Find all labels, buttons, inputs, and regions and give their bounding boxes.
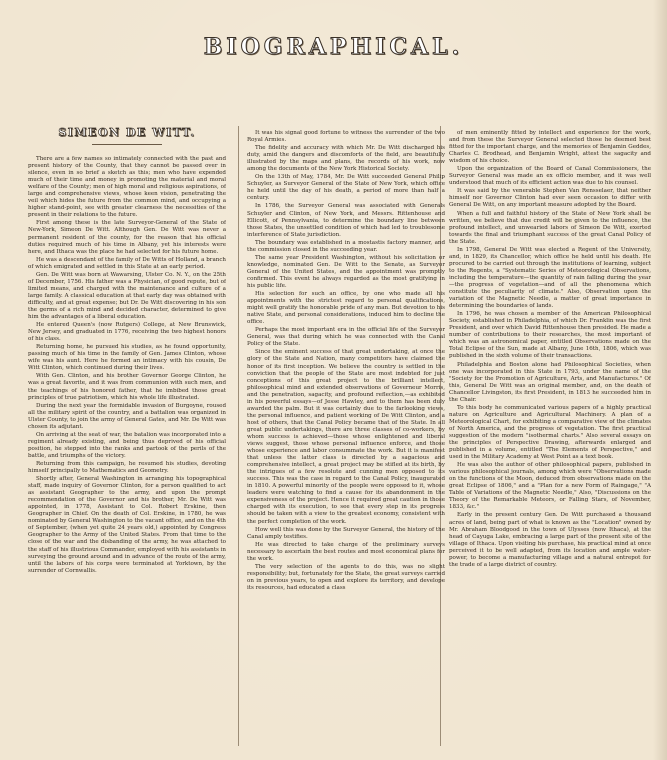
section-title-rule [92, 144, 162, 145]
text-column-3 [449, 130, 651, 750]
paragraph: During the next year the formidable invasion of Burgoyne, roused all the military spirit of the country, and a battalion was organized in Ulster County, to join the army of General Gates, and Mr. De Witt was chosen its adjutant. [28, 402, 226, 430]
paragraph: The fidelity and accuracy with which Mr. De Witt discharged his duty, amid the dangers and discomforts of the field, are beautifully illustrated by the maps and plans, the records of his work, now among the documents of the New York Historical Society. [247, 145, 445, 173]
paragraph: Early in the present century Gen. De Witt purchased a thousand acres of land, being part of what is known as the "Location" owned by Mr. Abraham Bloodgood in the town of Ulysses (now Ithaca), at the head of Cayuga Lake, embracing a large part of the present site of the village of Ithaca. Upon visiting his purchase, his practical mind at once perceived it to be well adapted, from its location and ample water-power, to become a manufacturing village and a natural entrepot for the trade of a large district of country. [449, 512, 651, 568]
paragraph: It was his signal good fortune to witness the surrender of the two Royal Armies. [247, 130, 445, 144]
paragraph: Returning from this campaign, he resumed his studies, devoting himself principally to Mathematics and Geometry. [28, 460, 226, 475]
paragraph: On arriving at the seat of war, the batalion was incorporated into a regiment already existing, and being thus deprived of his official position, he stepped into the ranks and partook of the perils of the battle, and triumphs of the victory. [28, 431, 226, 459]
paragraph: He entered Queen's (now Rutgers) College, at New Brunswick, New Jersey, and graduated in 1776, receiving the two highest honors of his class. [28, 322, 226, 343]
paragraph: The boundary was established in a mostastis factory manner, and the commission closed in the succeeding year. [247, 239, 445, 253]
page-title: BIOGRAPHICAL. [203, 34, 464, 60]
paragraph: He was directed to take charge of the preliminary surveys necessary to ascertain the best routes and most economical plans for the work. [247, 541, 445, 562]
paragraph: To this body he communicated various papers of a highly practical nature on Agriculture and Agricultural Machinery. A plan of a Meteorological Chart, for exhibiting a comparative view of the climates of North America, and the progress of vegetation. The first practical suggestion of the modern "isothermal charts." Also several essays on the principles of Perspective Drawing, afterwards enlarged and published in a volume, entitled "The Elements of Perspective," and used in the Military Academy at West Point as a text book. [449, 404, 651, 461]
paragraph: The very selection of the agents to do this, was no slight responsibility; but, fortunately for the State, the great surveys carried on in previous years, to open and explore its territory, and develope its resources, had educated a class [247, 563, 445, 591]
paragraph: When a full and faithful history of the State of New York shall be written, we believe that due credit will be given to the influence, the profound intellect, and unwearied labors of Simeon De Witt, exerted towards the final and triumphant success of the great Canal Policy of the State. [449, 210, 651, 245]
paragraph: Shortly after, General Washington in arranging his topographical staff, made inquiry of Governor Clinton, for a person qualified to act as assistant Geographer to the army, and upon the prompt recommendation of the Governor and his brother, Mr. De Witt was appointed, in 1778, Assistant to Col. Robert Erskine, then Geographer in Chief. On the death of Col. Erskine, in 1780, he was nominated by General Washington to the vacant office, and on the 4th of September, (when yet quite 24 years old,) appointed by Congress Geographer to the Army of the United States. From that time to the close of the war and the disbanding of the army, he was attached to the staff of his illustrious Commander, employed with his assistants in surveying the ground around and in advance of the route of the army, until the labors of his corps were terminated at Yorktown, by the surrender of Cornwallis. [28, 476, 226, 574]
paragraph: Upon the organization of the Board of Canal Commissioners, the Surveyor General was made an ex officio member, and it was well understood that much of its efficient action was due to his counsel. [449, 166, 651, 187]
paragraph: There are a few names so intimately connected with the past and present history of the County, that they cannot be passed over in silence, even in so brief a sketch as this; men who have expended much of their time and money in promoting the material and moral welfare of the County; men of high moral and religious aspirations, of large and comprehensive views, whose keen vision, penetrating the veil which hides the future from the common mind, and occupying a higher stand-point, see with greater clearness the necessities of the present in their relations to the future. [28, 156, 226, 219]
paragraph: The same year President Washington, without his solicitation or knowledge, nominated Gen. De Witt to the Senate, as Surveyor General of the United States, and the appointment was promptly confirmed. This event he always regarded as the most gratifying in his public life. [247, 254, 445, 289]
paragraph: His selection for such an office, by one who made all his appointments with the strictest regard to personal qualifications, might well gratify the honorable pride of any man. But devotion to his native State, and personal considerations, induced him to decline the office. [247, 291, 445, 326]
section-title: SIMEON DE WITT. [58, 126, 196, 139]
paragraph: of men eminently fitted by intellect and experience for the work, and from these the Surveyor General selected those he deemed best fitted for the important charge, and the memories of Benjamin Geddes, Charles C. Brodhead, and Benjamin Wright, attest the sagacity and wisdom of his choice. [449, 130, 651, 165]
paragraph: On the 13th of May, 1784, Mr. De Witt succeeded General Philip Schuyler, as Surveyor General of the State of New York, which office he held until the day of his death, a period of more than half a century. [247, 174, 445, 202]
paragraph: Philadelphia and Boston alone had Philosophical Societies, when one was incorporated in this State in 1793, under the name of the "Society for the Promotion of Agriculture, Arts, and Manufactures." Of this, General De Witt was an original member, and, on the death of Chancellor Livingston, its first President, in 1813 he succeeded him in the Chair. [449, 361, 651, 403]
text-column-1 [28, 156, 226, 746]
paragraph: Returning home, he pursued his studies, as he found opportunity, passing much of his time in the family of Gen. James Clinton, whose wife was his aunt. Here he formed an intimacy with his cousin, De Witt Clinton, which continued during their lives. [28, 344, 226, 372]
paragraph: It was said by the venerable Stephen Van Rensselaer, that neither himself nor Governor Clinton had ever seen occasion to differ with General De Witt, on any important measure adopted by the Board. [449, 188, 651, 209]
paragraph: With Gen. Clinton, and his brother Governor George Clinton, he was a great favorite, and it was from communion with such men, and the teachings of his honored father, that he imbibed those great principles of true patriotism, which his whole life illustrated. [28, 373, 226, 401]
column-divider-1 [238, 126, 239, 746]
paragraph: He was also the author of other philosophical papers, published in various philosophical journals, among which were "Observations made on the functions of the Moon, deduced from observations made on the great Eclipse of 1806," and a "Plan for a new Form of Raingage," "A Table of Variations of the Magnetic Needle," Also, "Discussions on the Theory of the Remarkable Meteors, or Falling Stars, of November, 1833, &c." [449, 462, 651, 511]
paragraph: First among these is the late Surveyor-General of the State of New-York, Simeon De Witt. Although Gen. De Witt was never a permanent resident of the county, for the reason that his official duties required much of his time in Albany, yet his interests were here, and Ithaca was the place he had selected for his future home. [28, 220, 226, 255]
paragraph: He was a descendant of the family of De Witts of Holland, a branch of which emigrated and settled in this State at an early period. [28, 256, 226, 270]
paragraph: How well this was done by the Surveyor General, the history of the Canal amply testifies. [247, 526, 445, 540]
paragraph: Since the eminent success of that great undertaking, at once the glory of the State and Nation, many competitors have claimed the honor of its first inception. We believe the country is settled in the conviction that the people of the State are most indebted for just conceptions of this great project to the brilliant intellect, philosophical mind and extended observations of Governeur Morris, and the penetration, sagacity, and profound reflection,—as exhibited in his powerful essays—of Jesse Hawley, and to them has been duly awarded the palm. But it was certainly due to the farlooking views, the personal influence, and patient working of De Witt Clinton, and a host of others, that the Canal Policy became that of the State. In all great public undertakings, there are three classes of co-workers, by whom success is achieved—those whose enlightened and liberal views suggest, those whose personal influence enforce, and those whose experience and labor consummate the work. But it is manifest that unless the latter class is directed by a sagacious and comprehensive intellect, a great project may be stifled at its birth, by the intrigues of a few resolute and cunning men opposed to its success. This was the case in regard to the Canal Policy, inaugurated in 1810. A powerful minority of the people were opposed to it, whose leaders were watching to find a cause for its abandonment in the expensiveness of the project. Hence it required great caution in those charged with its execution, to see that every step in its progress should be taken with a view to the greatest economy, consistent with the perfect completion of the work. [247, 349, 445, 525]
paragraph: In 1796, he was chosen a member of the American Philosophical Society, established in Philadelphia, of which Dr. Franklin was the first President, and over which David Rittenhouse then presided. He made a number of contributions to their researches, the most important of which was an astronomical paper, entitled Observations made on the Total Eclipse of the Sun, made at Albany, June 16th, 1806, which was published in the sixth volume of their transactions. [449, 311, 651, 360]
paragraph: In 1786, the Surveyor General was associated with Generals Schuyler and Clinton, of New York, and Messrs. Rittenhouse and Ellicott, of Pennsylvania, to determine the boundary line between those States, the unsettled condition of which had led to troublesome interference of State jurisdiction. [247, 203, 445, 238]
text-column-2 [247, 130, 445, 750]
paragraph: Gen. De Witt was born at Wawarsing, Ulster Co. N. Y., on the 25th of December, 1756. His father was a Physician, of good repute, but of limited means, and charged with the maintenance and culture of a large family. A classical education at that early day was obtained with difficulty, and at great expense; but Dr. De Witt discovering in his son the germs of a rich mind and decided character, determined to give him the advantages of a liberal education. [28, 271, 226, 321]
paragraph: Perhaps the most important era in the official life of the Surveyor General, was that during which he was connected with the Canal Policy of the State. [247, 327, 445, 348]
paragraph: In 1798, General De Witt was elected a Regent of the University, and, in 1829, its Chancellor, which office he held until his death. He procured to be carried out through the institutions of learning, subject to the Regents, a "Systematic Series of Meteorological Observations, including the temperature—the quantity of rain falling during the year—the progress of vegetation—and of all the phenomena which constitute the peculiarity of climate." Also, Observation upon the variation of the Magnetic Needle, a matter of great importance in determining the boundaries of lands. [449, 246, 651, 310]
